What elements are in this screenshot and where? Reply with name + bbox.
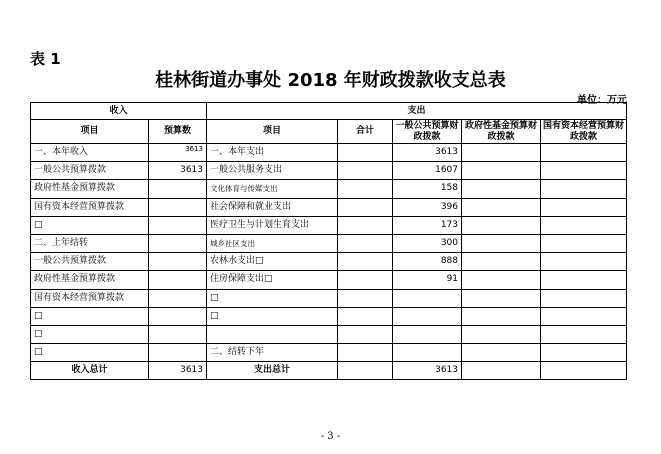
table-row [31, 180, 627, 198]
expense-total-header: 合计 [338, 120, 393, 144]
general-budget-header: 一般公共预算财政拨款 [393, 120, 462, 144]
table-row [31, 144, 627, 162]
budget-summary-table [30, 102, 627, 380]
income-budget-cell [149, 180, 207, 198]
income-budget-header: 预算数 [149, 120, 207, 144]
expense-item-cell: 住房保障支出□ [207, 271, 338, 289]
header-row-group [31, 103, 627, 120]
expense-item-cell: 二、结转下年 [207, 344, 338, 362]
general-budget-cell [393, 289, 462, 307]
general-budget-cell: 300 [393, 234, 462, 252]
income-budget-cell [149, 307, 207, 325]
fund-budget-header: 政府性基金预算财政拨款 [462, 120, 541, 144]
expense-item-cell: 一般公共服务支出 [207, 162, 338, 180]
expense-total-cell [338, 144, 393, 162]
general-budget-cell: 91 [393, 271, 462, 289]
income-budget-cell [149, 198, 207, 216]
general-budget-cell: 3613 [393, 144, 462, 162]
expense-item-cell: 文化体育与传媒支出 [207, 180, 338, 198]
income-item-cell: 一般公共预算拨款 [31, 162, 149, 180]
income-budget-cell [149, 325, 207, 343]
state-capital-cell [541, 289, 627, 307]
expense-item-cell: 医疗卫生与计划生育支出 [207, 216, 338, 234]
table-row [31, 271, 627, 289]
income-budget-cell [149, 216, 207, 234]
general-budget-cell [393, 325, 462, 343]
general-budget-cell: 158 [393, 180, 462, 198]
income-header: 收入 [31, 103, 207, 120]
income-item-cell: 国有资本经营预算拨款 [31, 289, 149, 307]
page-title: 桂林街道办事处 2018 年财政拨款收支总表 [155, 70, 506, 91]
general-budget-cell: 396 [393, 198, 462, 216]
table-row [31, 289, 627, 307]
expense-total-sum [338, 362, 393, 380]
expense-total-cell [338, 198, 393, 216]
expense-total-cell [338, 216, 393, 234]
general-budget-cell [393, 344, 462, 362]
table-row [31, 216, 627, 234]
income-item-cell: 一、本年收入 [31, 144, 149, 162]
fund-budget-cell [462, 344, 541, 362]
fund-budget-cell [462, 162, 541, 180]
income-total-value: 3613 [149, 362, 207, 380]
expense-item-cell: 农林水支出□ [207, 253, 338, 271]
income-budget-cell [149, 344, 207, 362]
income-budget-cell: 3613 [149, 162, 207, 180]
income-budget-cell [149, 271, 207, 289]
general-budget-cell: 888 [393, 253, 462, 271]
state-capital-cell [541, 307, 627, 325]
general-budget-cell: 1607 [393, 162, 462, 180]
income-item-cell: □ [31, 216, 149, 234]
state-capital-cell [541, 325, 627, 343]
income-budget-cell: 3613 [149, 144, 207, 162]
income-budget-cell [149, 253, 207, 271]
expense-item-cell: 城乡社区支出 [207, 234, 338, 252]
table-row [31, 344, 627, 362]
state-capital-cell [541, 234, 627, 252]
state-capital-cell [541, 271, 627, 289]
state-capital-cell [541, 216, 627, 234]
income-budget-cell [149, 234, 207, 252]
page-number: - 3 - [320, 431, 341, 442]
fund-budget-cell [462, 289, 541, 307]
income-item-cell: 二、上年结转 [31, 234, 149, 252]
fund-budget-cell [462, 216, 541, 234]
state-capital-cell [541, 144, 627, 162]
expense-total-cell [338, 271, 393, 289]
income-item-cell: 政府性基金预算拨款 [31, 271, 149, 289]
expense-total-cell [338, 234, 393, 252]
totals-row [31, 362, 627, 380]
state-capital-cell [541, 344, 627, 362]
expense-total-cell [338, 253, 393, 271]
state-capital-cell [541, 253, 627, 271]
fund-budget-cell [462, 180, 541, 198]
expense-total-cell [338, 162, 393, 180]
state-capital-cell [541, 198, 627, 216]
fund-budget-cell [462, 325, 541, 343]
income-total-label: 收入总计 [31, 362, 149, 380]
income-budget-cell [149, 289, 207, 307]
unit-label: 单位：万元 [577, 95, 627, 106]
state-capital-header: 国有资本经营预算财政拨款 [541, 120, 627, 144]
table-row [31, 162, 627, 180]
general-budget-cell: 173 [393, 216, 462, 234]
fund-budget-cell [462, 144, 541, 162]
fund-total-value [462, 362, 541, 380]
expense-header: 支出 [207, 103, 627, 120]
expense-item-cell: 社会保障和就业支出 [207, 198, 338, 216]
header-row-columns [31, 120, 627, 144]
table-number-label: 表 1 [30, 50, 61, 68]
income-item-cell: 政府性基金预算拨款 [31, 180, 149, 198]
expense-total-cell [338, 344, 393, 362]
state-capital-cell [541, 162, 627, 180]
expense-total-cell [338, 325, 393, 343]
income-item-cell: 一般公共预算拨款 [31, 253, 149, 271]
income-item-cell: 国有资本经营预算拨款 [31, 198, 149, 216]
table-row [31, 325, 627, 343]
fund-budget-cell [462, 234, 541, 252]
expense-item-cell: □ [207, 307, 338, 325]
table-row [31, 253, 627, 271]
income-item-cell: □ [31, 307, 149, 325]
expense-item-cell: □ [207, 289, 338, 307]
table-row [31, 198, 627, 216]
fund-budget-cell [462, 198, 541, 216]
table-row [31, 307, 627, 325]
table-row [31, 234, 627, 252]
expense-total-cell [338, 180, 393, 198]
state-total-value [541, 362, 627, 380]
income-item-cell: □ [31, 325, 149, 343]
expense-item-header: 项目 [207, 120, 338, 144]
expense-total-label: 支出总计 [207, 362, 338, 380]
expense-total-cell [338, 307, 393, 325]
general-total-value: 3613 [393, 362, 462, 380]
general-budget-cell [393, 307, 462, 325]
expense-item-cell [207, 325, 338, 343]
income-item-cell: □ [31, 344, 149, 362]
income-item-header: 项目 [31, 120, 149, 144]
expense-item-cell: 一、本年支出 [207, 144, 338, 162]
fund-budget-cell [462, 271, 541, 289]
state-capital-cell [541, 180, 627, 198]
fund-budget-cell [462, 307, 541, 325]
expense-total-cell [338, 289, 393, 307]
fund-budget-cell [462, 253, 541, 271]
